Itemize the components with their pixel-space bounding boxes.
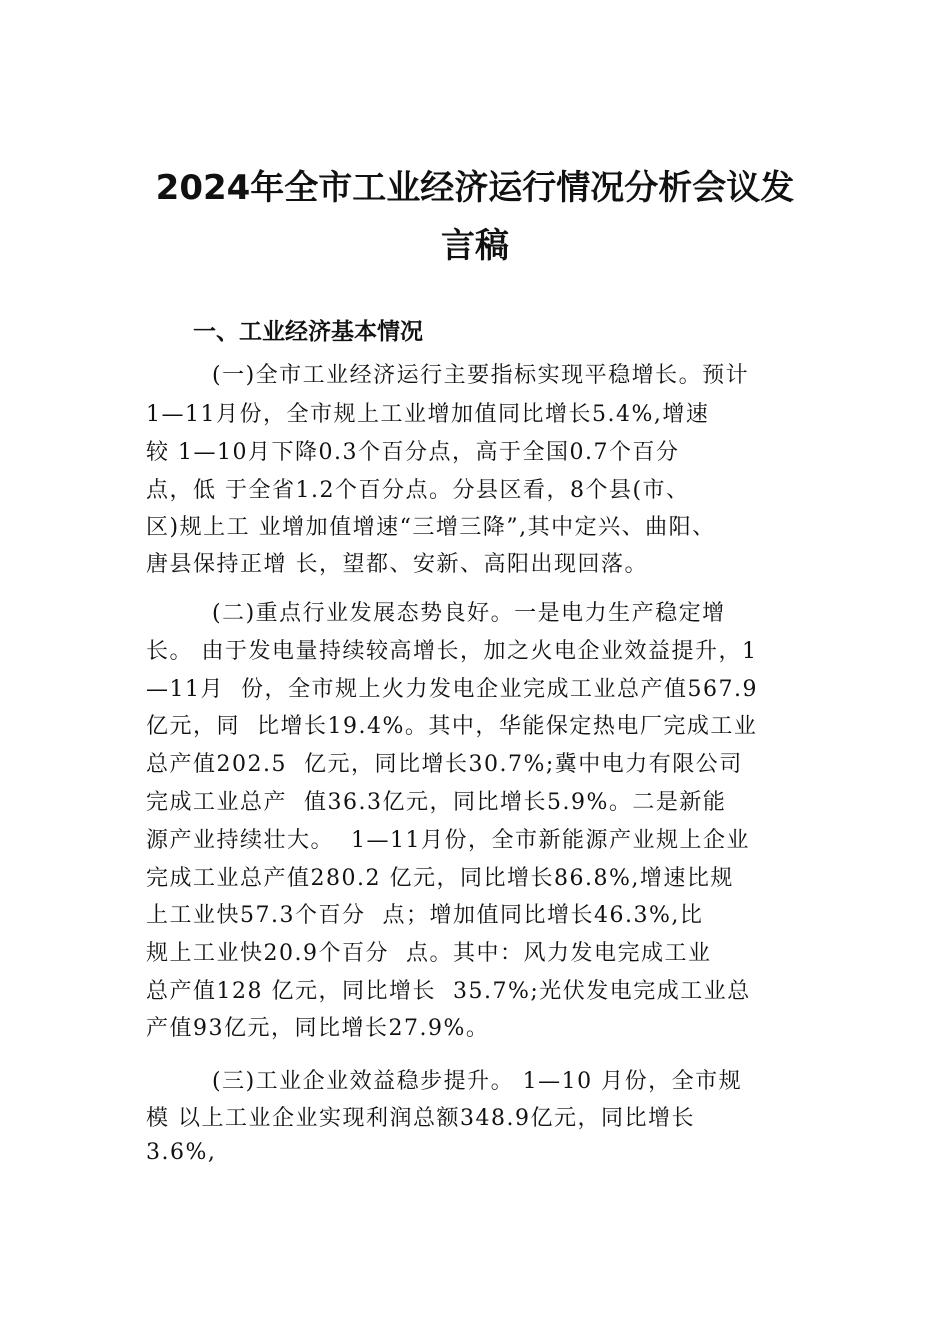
paragraph-2-line: 源产业持续壮大。 1—11月份，全市新能源产业规上企业 <box>146 828 750 853</box>
paragraph-3-line: 模 以上工业企业实现利润总额348.9亿元，同比增长 <box>146 1106 695 1131</box>
paragraph-3-line: 3.6%, <box>146 1140 217 1165</box>
paragraph-2-line: 亿元，同 比增长19.4%。其中，华能保定热电厂完成工业 <box>146 714 758 739</box>
section-heading: 一、工业经济基本情况 <box>193 319 423 345</box>
paragraph-1-line: 唐县保持正增 长，望都、安新、高阳出现回落。 <box>146 552 648 577</box>
paragraph-1-line: 较 1—10月下降0.3个百分点，高于全国0.7个百分 <box>146 440 680 465</box>
document-title-line-1: 2024年全市工业经济运行情况分析会议发 <box>155 168 795 208</box>
paragraph-2-line: (二)重点行业发展态势良好。一是电力生产稳定增 <box>212 601 726 626</box>
paragraph-2-line: 产值93亿元，同比增长27.9%。 <box>146 1016 490 1041</box>
paragraph-2-line: 完成工业总产 值36.3亿元，同比增长5.9%。二是新能 <box>146 790 727 815</box>
paragraph-2-line: 完成工业总产值280.2 亿元，同比增长86.8%,增速比规 <box>146 866 734 891</box>
paragraph-2-line: 上工业快57.3个百分 点；增加值同比增长46.3%,比 <box>146 903 704 928</box>
paragraph-2-line: 长。 由于发电量持续较高增长，加之火电企业效益提升，1 <box>146 639 758 664</box>
paragraph-2-line: —11月 份，全市规上火力发电企业完成工业总产值567.9 <box>146 677 758 702</box>
paragraph-2-line: 总产值128 亿元，同比增长 35.7%;光伏发电完成工业总 <box>146 979 751 1004</box>
paragraph-1-line: 1—11月份，全市规上工业增加值同比增长5.4%,增速 <box>146 402 710 427</box>
document-title-line-2: 言稿 <box>441 226 509 266</box>
paragraph-1-line: 点，低 于全省1.2个百分点。分县区看，8个县(市、 <box>146 478 690 503</box>
paragraph-2-line: 规上工业快20.9个百分 点。其中：风力发电完成工业 <box>146 941 712 966</box>
paragraph-1-line: 区)规上工 业增加值增速“三增三降”,其中定兴、曲阳、 <box>146 515 716 540</box>
paragraph-3-line: (三)工业企业效益稳步提升。 1—10 月份，全市规 <box>212 1069 743 1094</box>
paragraph-1-line: (一)全市工业经济运行主要指标实现平稳增长。预计 <box>212 363 750 388</box>
paragraph-2-line: 总产值202.5 亿元，同比增长30.7%;冀中电力有限公司 <box>146 752 743 777</box>
